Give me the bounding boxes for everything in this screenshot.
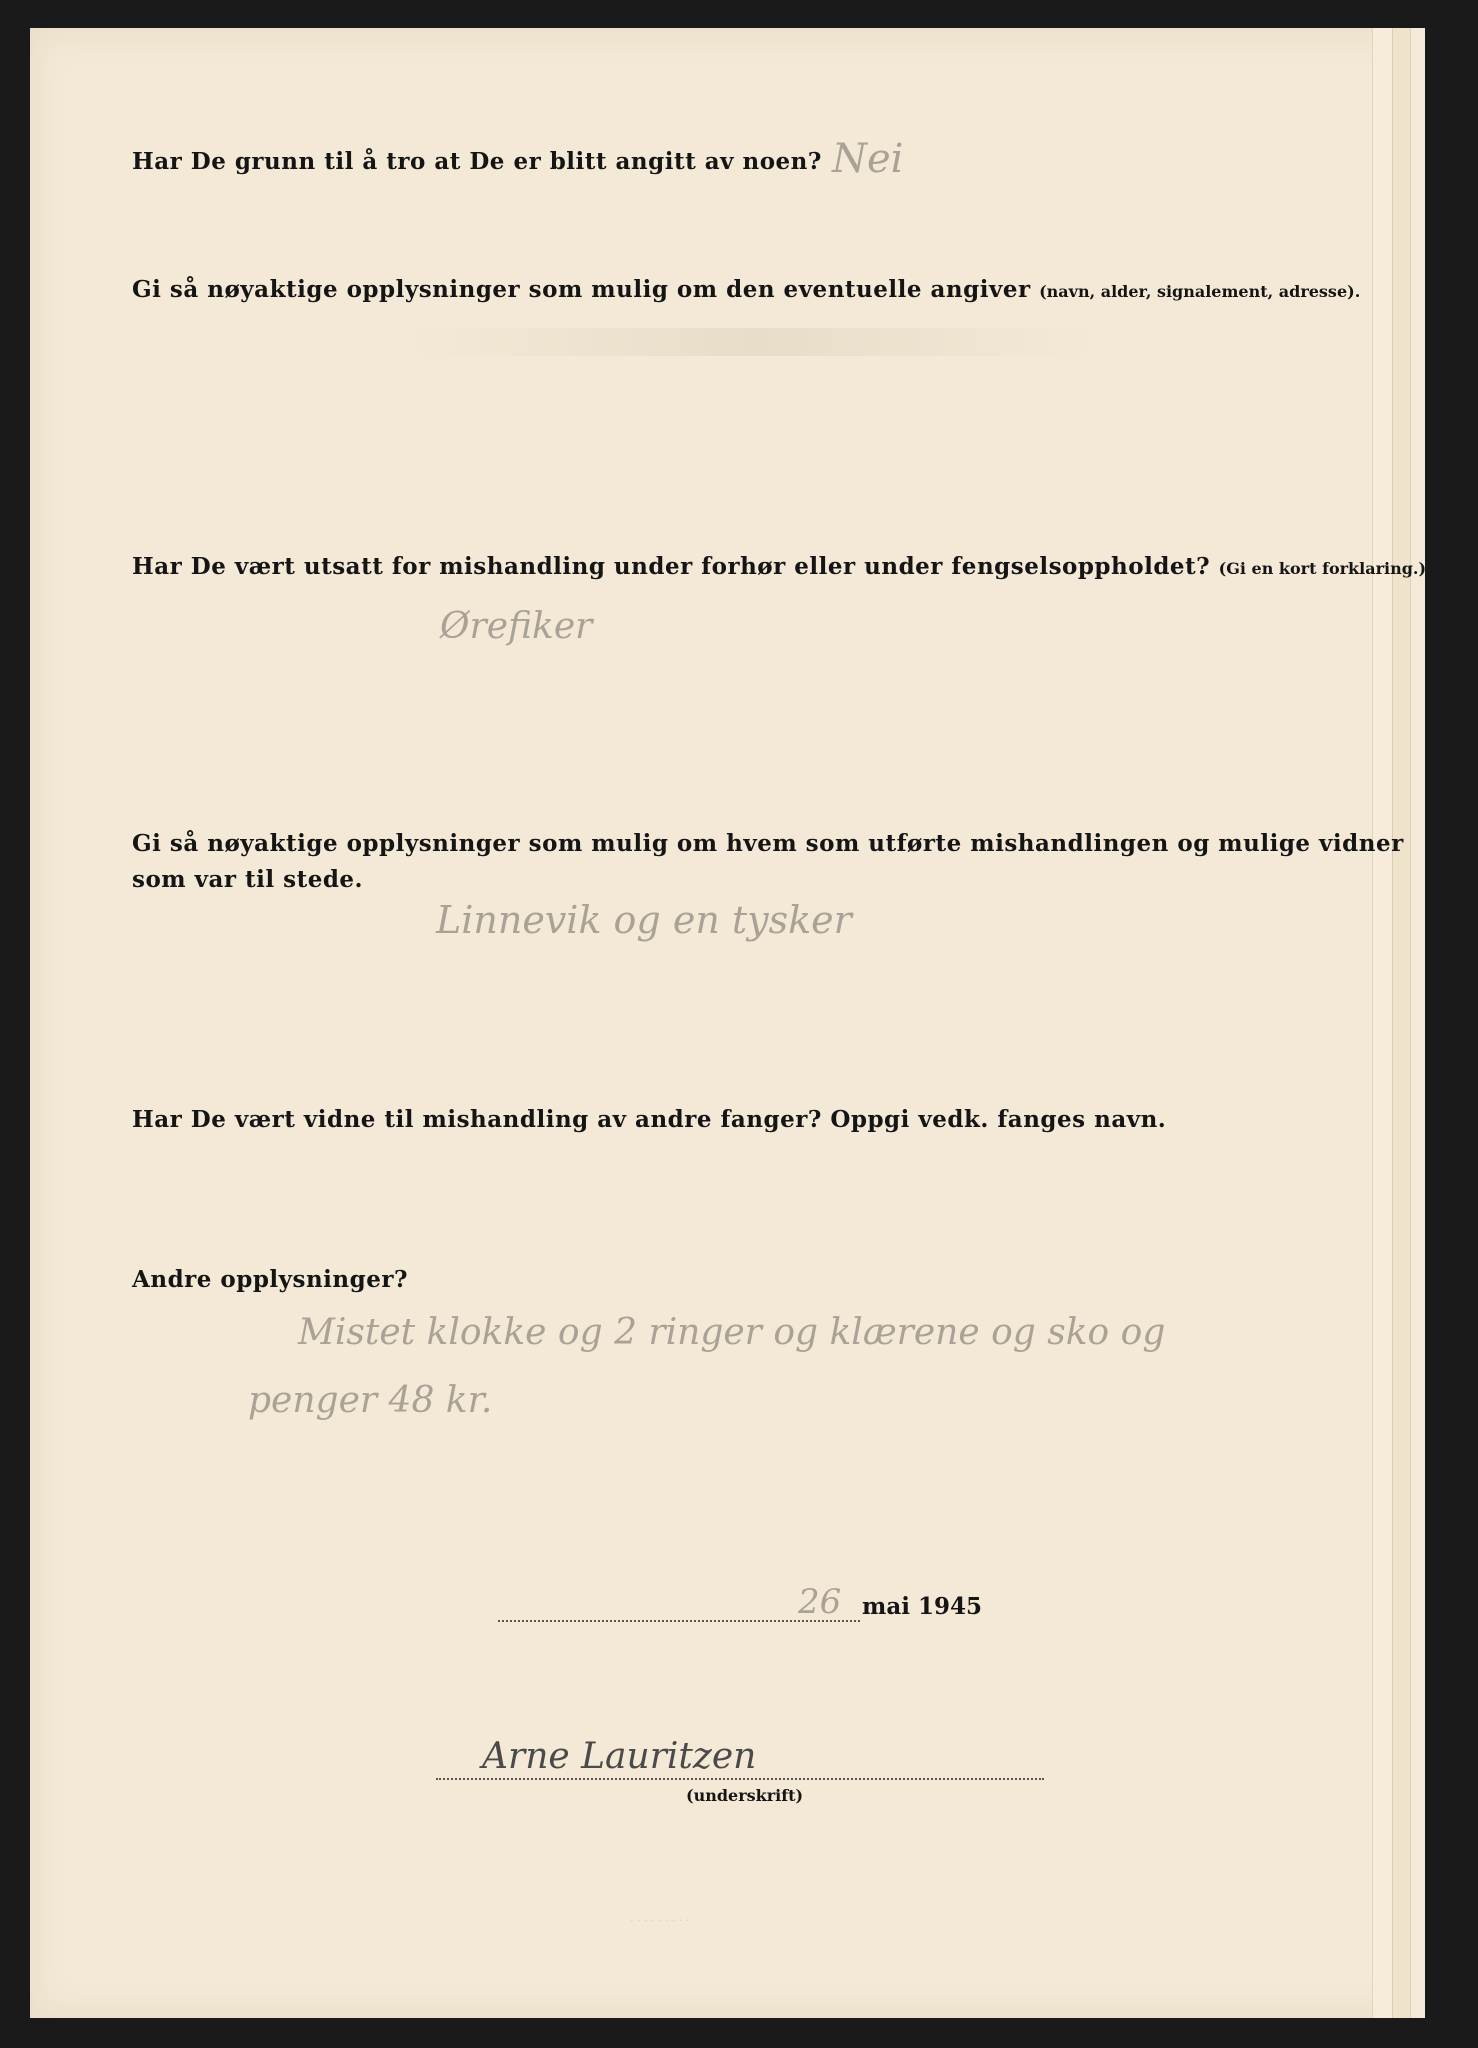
page-edge xyxy=(1392,28,1411,2018)
question-witness: Har De vært vidne til mishandling av andre fanger? Oppgi vedk. fanges navn. xyxy=(132,1106,1167,1133)
question-denounced: Har De grunn til å tro at De er blitt angitt av noen? xyxy=(132,148,822,175)
answer-mistreatment: Ørefiker xyxy=(440,606,593,647)
question-mistreatment-text: Har De vært utsatt for mishandling under forhør eller under fengselsoppholdet? xyxy=(132,553,1211,580)
question-mistreatment xyxy=(132,553,1426,580)
answer-other-info-line1: Mistet klokke og 2 ringer og klærene og sko og xyxy=(298,1312,1166,1353)
question-other-info: Andre opplysninger? xyxy=(132,1266,408,1293)
date-day: 26 xyxy=(798,1582,842,1622)
signature-line xyxy=(436,1778,1044,1780)
answer-other-info-line2: penger 48 kr. xyxy=(248,1380,493,1421)
signature-handwritten: Arne Lauritzen xyxy=(482,1736,757,1777)
page-edge xyxy=(1410,28,1425,2018)
bleed-through-text xyxy=(410,328,1100,356)
question-perpetrators-line2: som var til stede. xyxy=(132,866,364,893)
question-informer-note: (navn, alder, signalement, adresse). xyxy=(1039,282,1361,301)
question-informer-text: Gi så nøyaktige opplysninger som mulig om den eventuelle angiver xyxy=(132,276,1031,303)
date-month-year: mai 1945 xyxy=(862,1593,982,1620)
printer-mark: · · · · · · · · · xyxy=(630,1914,690,1927)
question-informer-details xyxy=(132,276,1360,303)
page-edge xyxy=(1372,28,1393,2018)
answer-denounced: Nei xyxy=(832,136,904,182)
document-page xyxy=(30,28,1420,2018)
question-perpetrators-line1: Gi så nøyaktige opplysninger som mulig om hvem som utførte mishandlingen og mulige vidner xyxy=(132,830,1404,857)
question-mistreatment-note: (Gi en kort forklaring.) xyxy=(1218,559,1427,578)
signature-label: (underskrift) xyxy=(686,1786,804,1805)
answer-perpetrators: Linnevik og en tysker xyxy=(436,898,852,942)
